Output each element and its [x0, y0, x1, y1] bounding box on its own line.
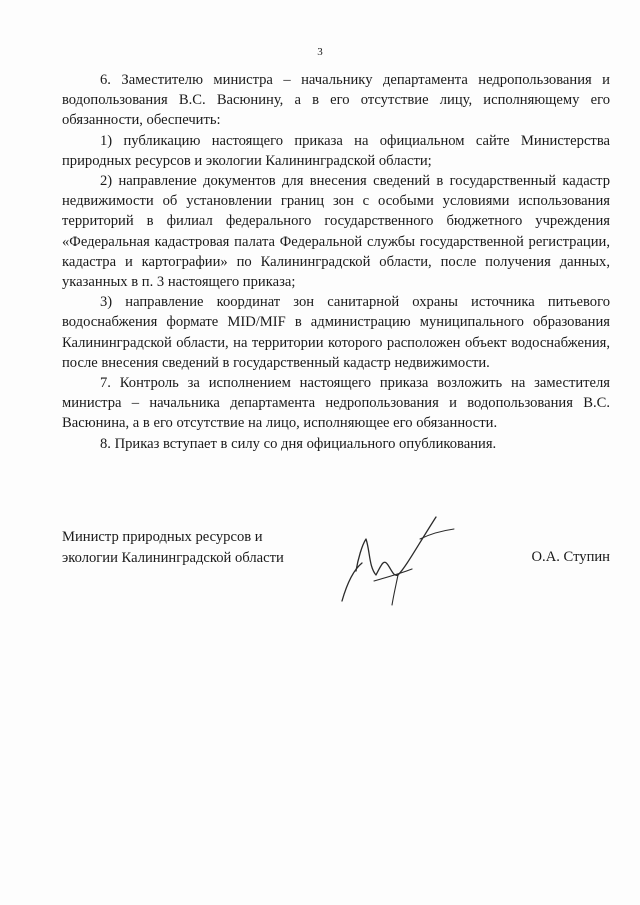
signer-position-line-1: Министр природных ресурсов и: [62, 529, 263, 545]
paragraph-subitem-2: 2) направление документов для внесения сведений в государственный кадастр недвижимости об установлении границ зон с особыми условиями использования территорий в филиал федерального государственного бюджетного учреждения «Федеральная кадастровая палата Федеральной службы государственной регистрации, кадастра и картографии» по Калининградской области, после получения данных, указанных в п. 3 настоящего приказа;: [62, 173, 610, 291]
signer-position: [62, 527, 322, 568]
signature-block: [62, 527, 610, 617]
paragraph-item-8: 8. Приказ вступает в силу со дня официального опубликования.: [100, 435, 497, 452]
page-number: 3: [317, 46, 323, 58]
paragraph-subitem-1: 1) публикацию настоящего приказа на официальном сайте Министерства природных ресурсов и экологии Калининградской области;: [62, 132, 610, 169]
paragraph-item-7: 7. Контроль за исполнением настоящего приказа возложить на заместителя министра – начальника департамента недропользования и водопользования В.С. Васюнина, а в его отсутствие на лицо, исполняющее его обязанности.: [62, 375, 610, 432]
signer-name: О.А. Ступин: [531, 549, 610, 565]
signer-position-line-2: экологии Калининградской области: [62, 549, 284, 566]
paragraph-item-6: 6. Заместителю министра – начальнику департамента недропользования и водопользования В.С. Васюнину, а в его отсутствие лицу, исполняющему его обязанности, обеспечить:: [62, 72, 610, 129]
paragraph-subitem-3: 3) направление координат зон санитарной охраны источника питьевого водоснабжения формате MID/MIF в администрацию муниципального образования Калининградской области, на территории которого расположен объект водоснабжения, после внесения сведений в государственный кадастр недвижимости.: [62, 294, 610, 371]
handwritten-signature: [336, 511, 466, 611]
order-body: [62, 70, 610, 454]
